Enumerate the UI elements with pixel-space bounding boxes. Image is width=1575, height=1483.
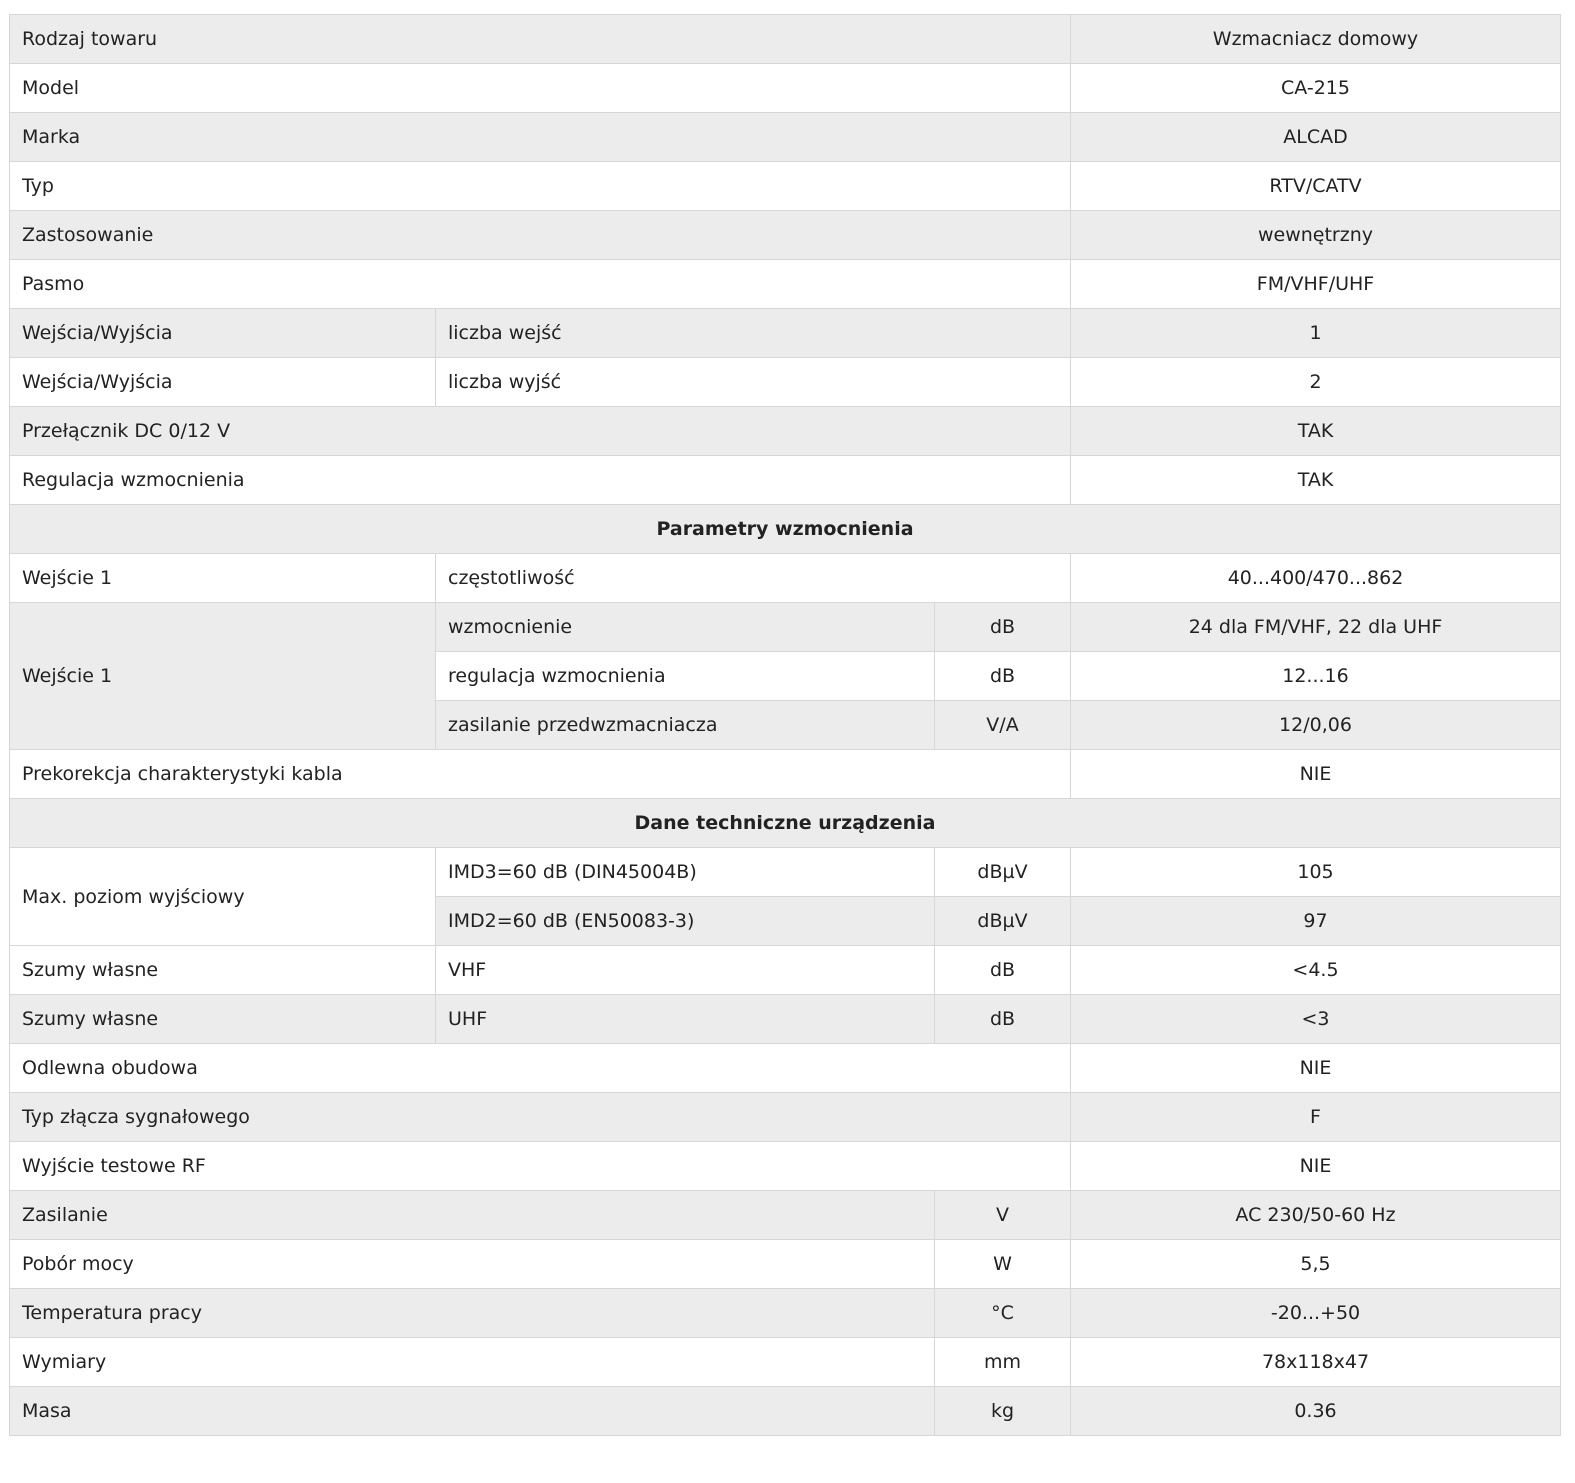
row-unit: V/A [935, 701, 1071, 750]
table-row [10, 113, 1561, 162]
table-row [10, 848, 1561, 897]
row-value: 0.36 [1071, 1387, 1561, 1436]
row-value: 97 [1071, 897, 1561, 946]
table-row [10, 1240, 1561, 1289]
table-row [10, 260, 1561, 309]
table-row [10, 15, 1561, 64]
table-row [10, 1289, 1561, 1338]
row-value: AC 230/50-60 Hz [1071, 1191, 1561, 1240]
table-row [10, 750, 1561, 799]
row-unit: dB [935, 995, 1071, 1044]
table-row [10, 1191, 1561, 1240]
row-label: Pobór mocy [10, 1240, 935, 1289]
section-header-row [10, 505, 1561, 554]
row-value: 12...16 [1071, 652, 1561, 701]
row-label: Wejścia/Wyjścia [10, 309, 436, 358]
row-value: FM/VHF/UHF [1071, 260, 1561, 309]
row-label: Szumy własne [10, 995, 436, 1044]
row-value: <4.5 [1071, 946, 1561, 995]
row-unit: dB [935, 946, 1071, 995]
row-param: regulacja wzmocnienia [436, 652, 935, 701]
row-param: VHF [436, 946, 935, 995]
row-label: Wejście 1 [10, 603, 436, 750]
table-row [10, 211, 1561, 260]
row-unit: dB [935, 652, 1071, 701]
row-label: Wejścia/Wyjścia [10, 358, 436, 407]
row-value: 12/0,06 [1071, 701, 1561, 750]
row-value: TAK [1071, 407, 1561, 456]
row-param: UHF [436, 995, 935, 1044]
row-label: Max. poziom wyjściowy [10, 848, 436, 946]
row-value: TAK [1071, 456, 1561, 505]
row-label: Wejście 1 [10, 554, 436, 603]
row-param: liczba wejść [436, 309, 1071, 358]
row-value: 105 [1071, 848, 1561, 897]
table-row [10, 64, 1561, 113]
table-row [10, 1093, 1561, 1142]
table-row [10, 407, 1561, 456]
table-row [10, 995, 1561, 1044]
row-value: Wzmacniacz domowy [1071, 15, 1561, 64]
row-value: wewnętrzny [1071, 211, 1561, 260]
table-row [10, 1044, 1561, 1093]
row-label: Marka [10, 113, 1071, 162]
row-value: F [1071, 1093, 1561, 1142]
row-label: Przełącznik DC 0/12 V [10, 407, 1071, 456]
row-unit: dB [935, 603, 1071, 652]
row-param: wzmocnienie [436, 603, 935, 652]
row-label: Rodzaj towaru [10, 15, 1071, 64]
row-param: liczba wyjść [436, 358, 1071, 407]
row-label: Temperatura pracy [10, 1289, 935, 1338]
row-label: Zasilanie [10, 1191, 935, 1240]
table-row [10, 1338, 1561, 1387]
row-label: Typ [10, 162, 1071, 211]
section-title: Parametry wzmocnienia [10, 505, 1561, 554]
row-value: <3 [1071, 995, 1561, 1044]
table-row [10, 603, 1561, 652]
row-value: 1 [1071, 309, 1561, 358]
row-value: NIE [1071, 750, 1561, 799]
spec-table [9, 14, 1561, 1436]
row-value: NIE [1071, 1044, 1561, 1093]
row-value: 2 [1071, 358, 1561, 407]
row-label: Model [10, 64, 1071, 113]
row-label: Wymiary [10, 1338, 935, 1387]
row-param: zasilanie przedwzmacniacza [436, 701, 935, 750]
row-label: Typ złącza sygnałowego [10, 1093, 1071, 1142]
table-row [10, 358, 1561, 407]
row-value: NIE [1071, 1142, 1561, 1191]
section-title: Dane techniczne urządzenia [10, 799, 1561, 848]
row-label: Prekorekcja charakterystyki kabla [10, 750, 1071, 799]
row-value: 78x118x47 [1071, 1338, 1561, 1387]
row-unit: dBµV [935, 897, 1071, 946]
section-header-row [10, 799, 1561, 848]
row-param: częstotliwość [436, 554, 1071, 603]
row-label: Szumy własne [10, 946, 436, 995]
row-value: 40...400/470...862 [1071, 554, 1561, 603]
row-unit: kg [935, 1387, 1071, 1436]
row-value: 24 dla FM/VHF, 22 dla UHF [1071, 603, 1561, 652]
table-row [10, 1142, 1561, 1191]
row-unit: °C [935, 1289, 1071, 1338]
row-param: IMD3=60 dB (DIN45004B) [436, 848, 935, 897]
row-unit: V [935, 1191, 1071, 1240]
row-label: Zastosowanie [10, 211, 1071, 260]
table-row [10, 946, 1561, 995]
row-value: -20...+50 [1071, 1289, 1561, 1338]
row-unit: mm [935, 1338, 1071, 1387]
row-value: CA-215 [1071, 64, 1561, 113]
table-row [10, 1387, 1561, 1436]
table-row [10, 554, 1561, 603]
row-param: IMD2=60 dB (EN50083-3) [436, 897, 935, 946]
row-label: Masa [10, 1387, 935, 1436]
row-label: Wyjście testowe RF [10, 1142, 1071, 1191]
table-row [10, 162, 1561, 211]
row-label: Regulacja wzmocnienia [10, 456, 1071, 505]
row-value: 5,5 [1071, 1240, 1561, 1289]
row-value: ALCAD [1071, 113, 1561, 162]
row-label: Pasmo [10, 260, 1071, 309]
table-row [10, 456, 1561, 505]
row-unit: W [935, 1240, 1071, 1289]
row-label: Odlewna obudowa [10, 1044, 1071, 1093]
table-row [10, 309, 1561, 358]
row-unit: dBµV [935, 848, 1071, 897]
row-value: RTV/CATV [1071, 162, 1561, 211]
